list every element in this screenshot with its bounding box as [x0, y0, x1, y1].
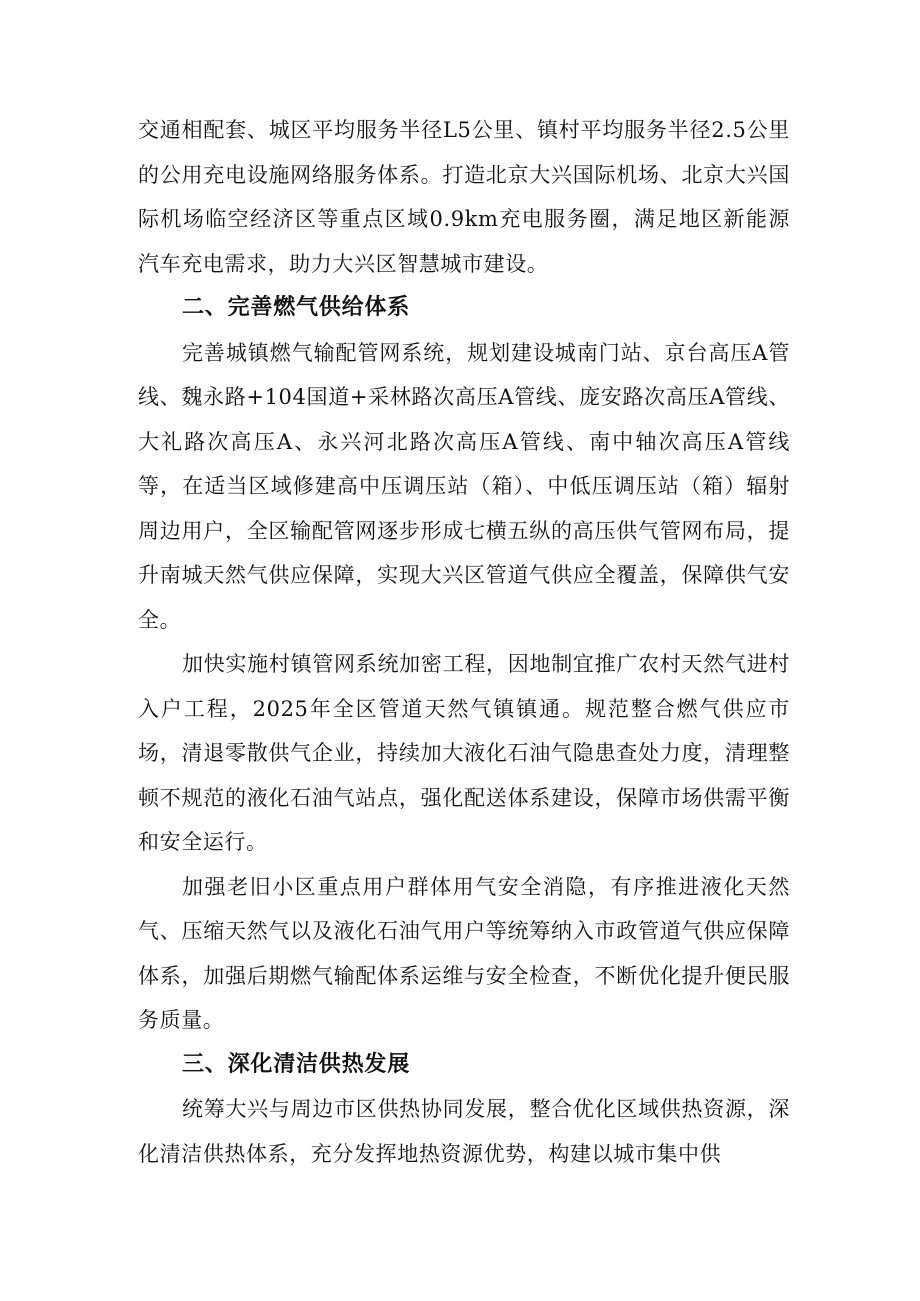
section-heading-clean-heating: 三、深化清洁供热发展 — [182, 1051, 411, 1077]
section-heading-gas-supply: 二、完善燃气供给体系 — [182, 295, 411, 320]
paragraph-charging-network: 交通相配套、城区平均服务半径L5公里、镇村平均服务半径2.5公里的公用充电设施网络服务体系。打造北京大兴国际机场、北京大兴国际机场临空经济区等重点区域0.9km充电服务圈，满足地区新能源汽车充电需求，助力大兴区智慧城市建设。 — [138, 118, 790, 276]
document-body — [138, 108, 790, 1176]
paragraph-village-pipeline: 加快实施村镇管网系统加密工程，因地制宜推广农村天然气进村入户工程，2025年全区管道天然气镇镇通。规范整合燃气供应市场，清退零散供气企业，持续加大液化石油气隐患查处力度，清理整顿不规范的液化石油气站点，强化配送体系建设，保障市场供需平衡和安全运行。 — [138, 652, 790, 854]
paragraph-gas-pipeline-network: 完善城镇燃气输配管网系统，规划建设城南门站、京台高压A管线、魏永路+104国道+采林路次高压A管线、庞安路次高压A管线、大礼路次高压A、永兴河北路次高压A管线、南中轴次高压A管线等，在适当区域修建高中压调压站（箱）、中低压调压站（箱）辐射周边用户，全区输配管网逐步形成七横五纵的高压供气管网布局，提升南城天然气供应保障，实现大兴区管道气供应全覆盖，保障供气安全。 — [138, 340, 790, 632]
paragraph-heating-coordination: 统筹大兴与周边市区供热协同发展，整合优化区域供热资源，深化清洁供热体系，充分发挥地热资源优势，构建以城市集中供 — [138, 1097, 790, 1166]
paragraph-old-community-safety: 加强老旧小区重点用户群体用气安全消隐，有序推进液化天然气、压缩天然气以及液化石油气用户等统筹纳入市政管道气供应保障体系，加强后期燃气输配体系运维与安全检查，不断优化提升便民服务质量。 — [138, 874, 790, 1032]
